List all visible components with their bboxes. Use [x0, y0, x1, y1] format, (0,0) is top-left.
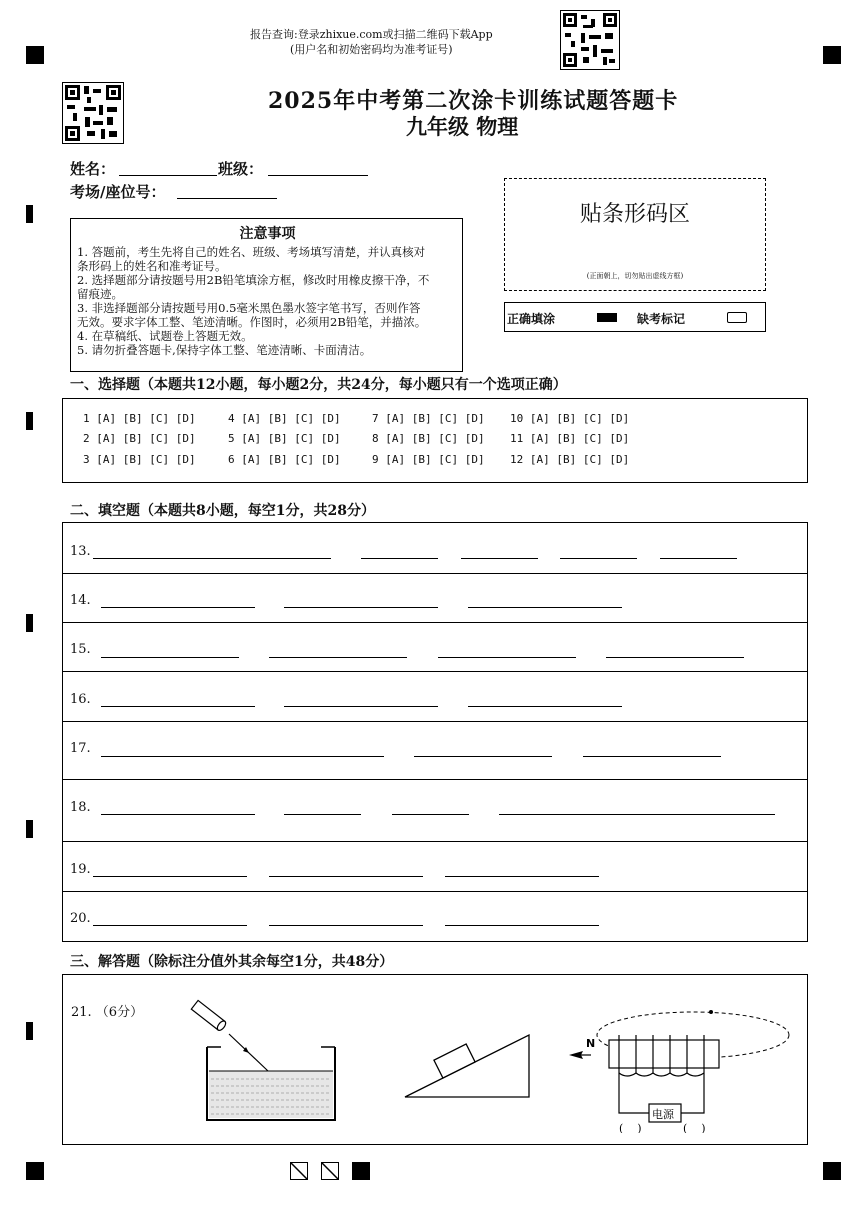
incline-figure[interactable] — [401, 1023, 536, 1103]
notice-line: 1. 答题前，考生先将自己的姓名、班级、考场填写清楚，并认真核对 — [77, 245, 426, 259]
notice-line: 3. 非选择题部分请按题号用0.5毫米黑色墨水签字笔书写，否则作答 — [77, 301, 421, 315]
answer-line[interactable] — [660, 558, 737, 559]
absent-mark-label: 缺考标记 — [637, 312, 686, 326]
notice-line: 条形码上的姓名和准考证号。 — [77, 259, 227, 273]
class-field[interactable] — [268, 175, 368, 176]
choice-q10[interactable]: 10 [A] [B] [C] [D] — [510, 412, 630, 425]
row-divider — [62, 671, 808, 672]
answer-line[interactable] — [414, 756, 552, 757]
corner-mark-bottom-left — [26, 1162, 44, 1180]
power-source-label: 电源 — [652, 1108, 674, 1121]
answer-line[interactable] — [93, 925, 247, 926]
timing-mark — [26, 412, 33, 430]
notice-title: 注意事项 — [239, 226, 296, 242]
page-mark-filled — [352, 1162, 370, 1180]
answer-line[interactable] — [284, 706, 438, 707]
answer-line[interactable] — [468, 706, 622, 707]
barcode-label: 贴条形码区 — [579, 202, 690, 227]
notice-line: 2. 选择题部分请按题号用2B铅笔填涂方框，修改时用橡皮擦干净，不 — [77, 273, 430, 287]
corner-mark-top-right — [823, 46, 841, 64]
choice-q8[interactable]: 8 [A] [B] [C] [D] — [372, 432, 485, 445]
question-19-number: 19. — [70, 862, 91, 877]
page-subtitle: 九年级 物理 — [406, 114, 519, 139]
timing-mark — [26, 1022, 33, 1040]
polarity-right-bracket[interactable]: ( ) — [683, 1122, 706, 1133]
page-title: 2025年中考第二次涂卡训练试题答题卡 — [268, 88, 679, 114]
row-divider — [62, 622, 808, 623]
answer-line[interactable] — [445, 876, 599, 877]
seat-label: 考场/座位号： — [70, 183, 166, 201]
electromagnet-figure[interactable] — [561, 1005, 791, 1133]
barcode-area[interactable] — [504, 178, 766, 291]
polarity-left-bracket[interactable]: ( ) — [619, 1122, 642, 1133]
section1-title: 一、选择题（本题共12小题，每小题2分，共24分，每小题只有一个选项正确） — [70, 377, 567, 393]
question-17-number: 17. — [70, 741, 91, 756]
choice-q2[interactable]: 2 [A] [B] [C] [D] — [83, 432, 196, 445]
row-divider — [62, 779, 808, 780]
name-field[interactable] — [119, 175, 217, 176]
fill-legend — [504, 302, 766, 332]
answer-line[interactable] — [101, 657, 239, 658]
section3-title: 三、解答题（除标注分值外其余每空1分，共48分） — [70, 954, 394, 970]
answer-line[interactable] — [269, 925, 423, 926]
answer-line[interactable] — [101, 706, 255, 707]
answer-line[interactable] — [284, 814, 361, 815]
answer-line[interactable] — [560, 558, 637, 559]
question-18-number: 18. — [70, 800, 91, 815]
question-15-number: 15. — [70, 642, 91, 657]
notice-box — [70, 218, 463, 372]
notice-line: 4. 在草稿纸、试题卷上答题无效。 — [77, 329, 253, 343]
correct-fill-sample — [597, 313, 617, 322]
choice-q9[interactable]: 9 [A] [B] [C] [D] — [372, 453, 485, 466]
answer-box-21[interactable] — [62, 974, 808, 1145]
section2-title: 二、填空题（本题共8小题，每空1分，共28分） — [70, 503, 375, 519]
choice-q4[interactable]: 4 [A] [B] [C] [D] — [228, 412, 341, 425]
qr-code-top[interactable] — [560, 10, 620, 70]
question-21-label: 21. （6分） — [71, 1005, 144, 1020]
class-label: 班级： — [218, 160, 264, 178]
answer-line[interactable] — [101, 756, 384, 757]
row-divider — [62, 721, 808, 722]
correct-fill-label: 正确填涂 — [507, 312, 556, 326]
answer-line[interactable] — [101, 607, 255, 608]
row-divider — [62, 841, 808, 842]
answer-line[interactable] — [93, 558, 331, 559]
barcode-hint: (正面朝上，切勿贴出虚线方框) — [586, 272, 684, 280]
answer-line[interactable] — [269, 876, 423, 877]
answer-line[interactable] — [93, 876, 247, 877]
choice-q11[interactable]: 11 [A] [B] [C] [D] — [510, 432, 630, 445]
answer-line[interactable] — [606, 657, 744, 658]
north-pole-label: N — [586, 1037, 596, 1050]
page-mark-crossed — [321, 1162, 339, 1180]
timing-mark — [26, 205, 33, 223]
notice-line: 5. 请勿折叠答题卡,保持字体工整、笔迹清晰、卡面清洁。 — [77, 343, 372, 357]
name-label: 姓名： — [70, 160, 116, 178]
choice-q6[interactable]: 6 [A] [B] [C] [D] — [228, 453, 341, 466]
seat-field[interactable] — [177, 198, 277, 199]
answer-line[interactable] — [269, 657, 407, 658]
timing-mark — [26, 820, 33, 838]
fill-blank-box — [62, 522, 808, 942]
choice-q7[interactable]: 7 [A] [B] [C] [D] — [372, 412, 485, 425]
choice-q12[interactable]: 12 [A] [B] [C] [D] — [510, 453, 630, 466]
answer-line[interactable] — [468, 607, 622, 608]
choice-q5[interactable]: 5 [A] [B] [C] [D] — [228, 432, 341, 445]
answer-line[interactable] — [392, 814, 469, 815]
notice-line: 无效。要求字体工整、笔迹清晰。作图时，必须用2B铅笔，并描浓。 — [77, 315, 427, 329]
refraction-figure[interactable] — [189, 999, 359, 1129]
answer-line[interactable] — [101, 814, 255, 815]
answer-line[interactable] — [361, 558, 438, 559]
question-14-number: 14. — [70, 593, 91, 608]
report-query-text: 报告查询:登录zhixue.com或扫描二维码下载App — [250, 28, 493, 41]
absent-mark-checkbox[interactable] — [727, 312, 747, 323]
choice-q1[interactable]: 1 [A] [B] [C] [D] — [83, 412, 196, 425]
page-mark-crossed — [290, 1162, 308, 1180]
row-divider — [62, 573, 808, 574]
question-13-number: 13. — [70, 544, 91, 559]
row-divider — [62, 891, 808, 892]
answer-line[interactable] — [284, 607, 438, 608]
answer-line[interactable] — [499, 814, 775, 815]
choice-q3[interactable]: 3 [A] [B] [C] [D] — [83, 453, 196, 466]
notice-line: 留痕迹。 — [77, 287, 123, 301]
corner-mark-bottom-right — [823, 1162, 841, 1180]
answer-line[interactable] — [461, 558, 538, 559]
question-16-number: 16. — [70, 692, 91, 707]
answer-line[interactable] — [583, 756, 721, 757]
answer-line[interactable] — [438, 657, 576, 658]
qr-code-left[interactable] — [62, 82, 124, 144]
report-query-subtext: (用户名和初始密码均为准考证号) — [290, 43, 453, 56]
question-20-number: 20. — [70, 911, 91, 926]
answer-line[interactable] — [445, 925, 599, 926]
timing-mark — [26, 614, 33, 632]
corner-mark-top-left — [26, 46, 44, 64]
choice-box — [62, 398, 808, 483]
